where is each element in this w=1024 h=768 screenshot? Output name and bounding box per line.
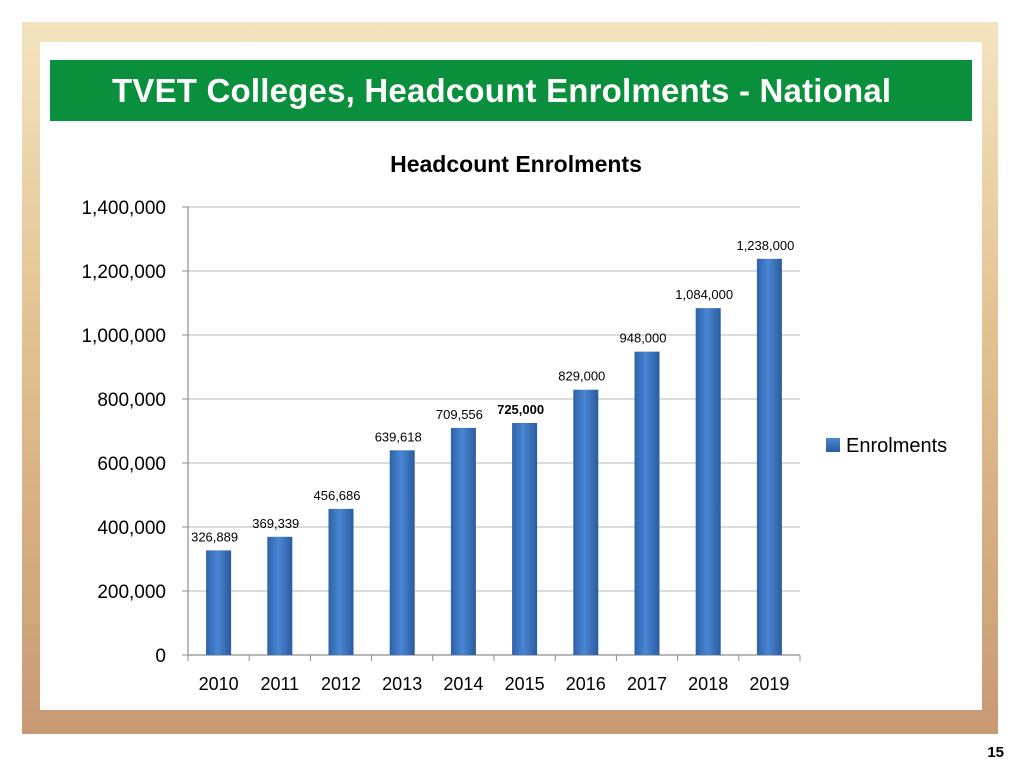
y-tick-label: 600,000 xyxy=(97,454,166,475)
bar xyxy=(267,537,292,655)
slide-title: TVET Colleges, Headcount Enrolments - National xyxy=(112,71,892,109)
data-label: 1,238,000 xyxy=(736,237,795,253)
y-tick-label: 1,200,000 xyxy=(81,262,166,283)
x-tick-label: 2010 xyxy=(198,674,239,694)
data-label: 725,000 xyxy=(497,402,545,417)
x-tick-label: 2014 xyxy=(443,674,484,694)
y-tick-label: 1,000,000 xyxy=(81,326,166,347)
y-tick-label: 400,000 xyxy=(97,518,166,539)
bar xyxy=(757,259,782,655)
x-tick-label: 2015 xyxy=(504,674,545,694)
bar xyxy=(512,423,537,655)
x-tick-label: 2018 xyxy=(688,674,729,694)
legend-label: Enrolments xyxy=(846,435,948,457)
x-tick-label: 2016 xyxy=(565,674,606,694)
page-number: 15 xyxy=(987,744,1004,761)
bar xyxy=(206,550,231,655)
x-tick-label: 2013 xyxy=(382,674,423,694)
bar xyxy=(451,428,476,655)
data-label: 456,686 xyxy=(313,487,361,503)
bar xyxy=(329,509,354,655)
bar xyxy=(573,390,598,655)
legend-swatch xyxy=(826,438,840,452)
bar xyxy=(390,450,415,655)
data-label: 1,084,000 xyxy=(675,287,734,303)
bar xyxy=(696,308,721,655)
y-tick-label: 200,000 xyxy=(97,582,166,603)
data-label: 326,889 xyxy=(191,529,239,545)
y-tick-label: 1,400,000 xyxy=(81,198,166,219)
x-tick-label: 2019 xyxy=(749,674,790,694)
data-label: 639,618 xyxy=(374,429,422,445)
x-tick-label: 2011 xyxy=(260,674,300,694)
data-label: 948,000 xyxy=(619,330,667,346)
x-tick-label: 2017 xyxy=(626,674,668,694)
chart-title: Headcount Enrolments xyxy=(390,151,642,177)
data-label: 829,000 xyxy=(558,368,606,384)
x-tick-label: 2012 xyxy=(320,674,362,694)
data-label: 369,339 xyxy=(252,515,300,531)
y-tick-label: 0 xyxy=(155,646,166,667)
y-tick-label: 800,000 xyxy=(97,390,166,411)
bar xyxy=(635,352,660,655)
data-label: 709,556 xyxy=(435,406,483,422)
